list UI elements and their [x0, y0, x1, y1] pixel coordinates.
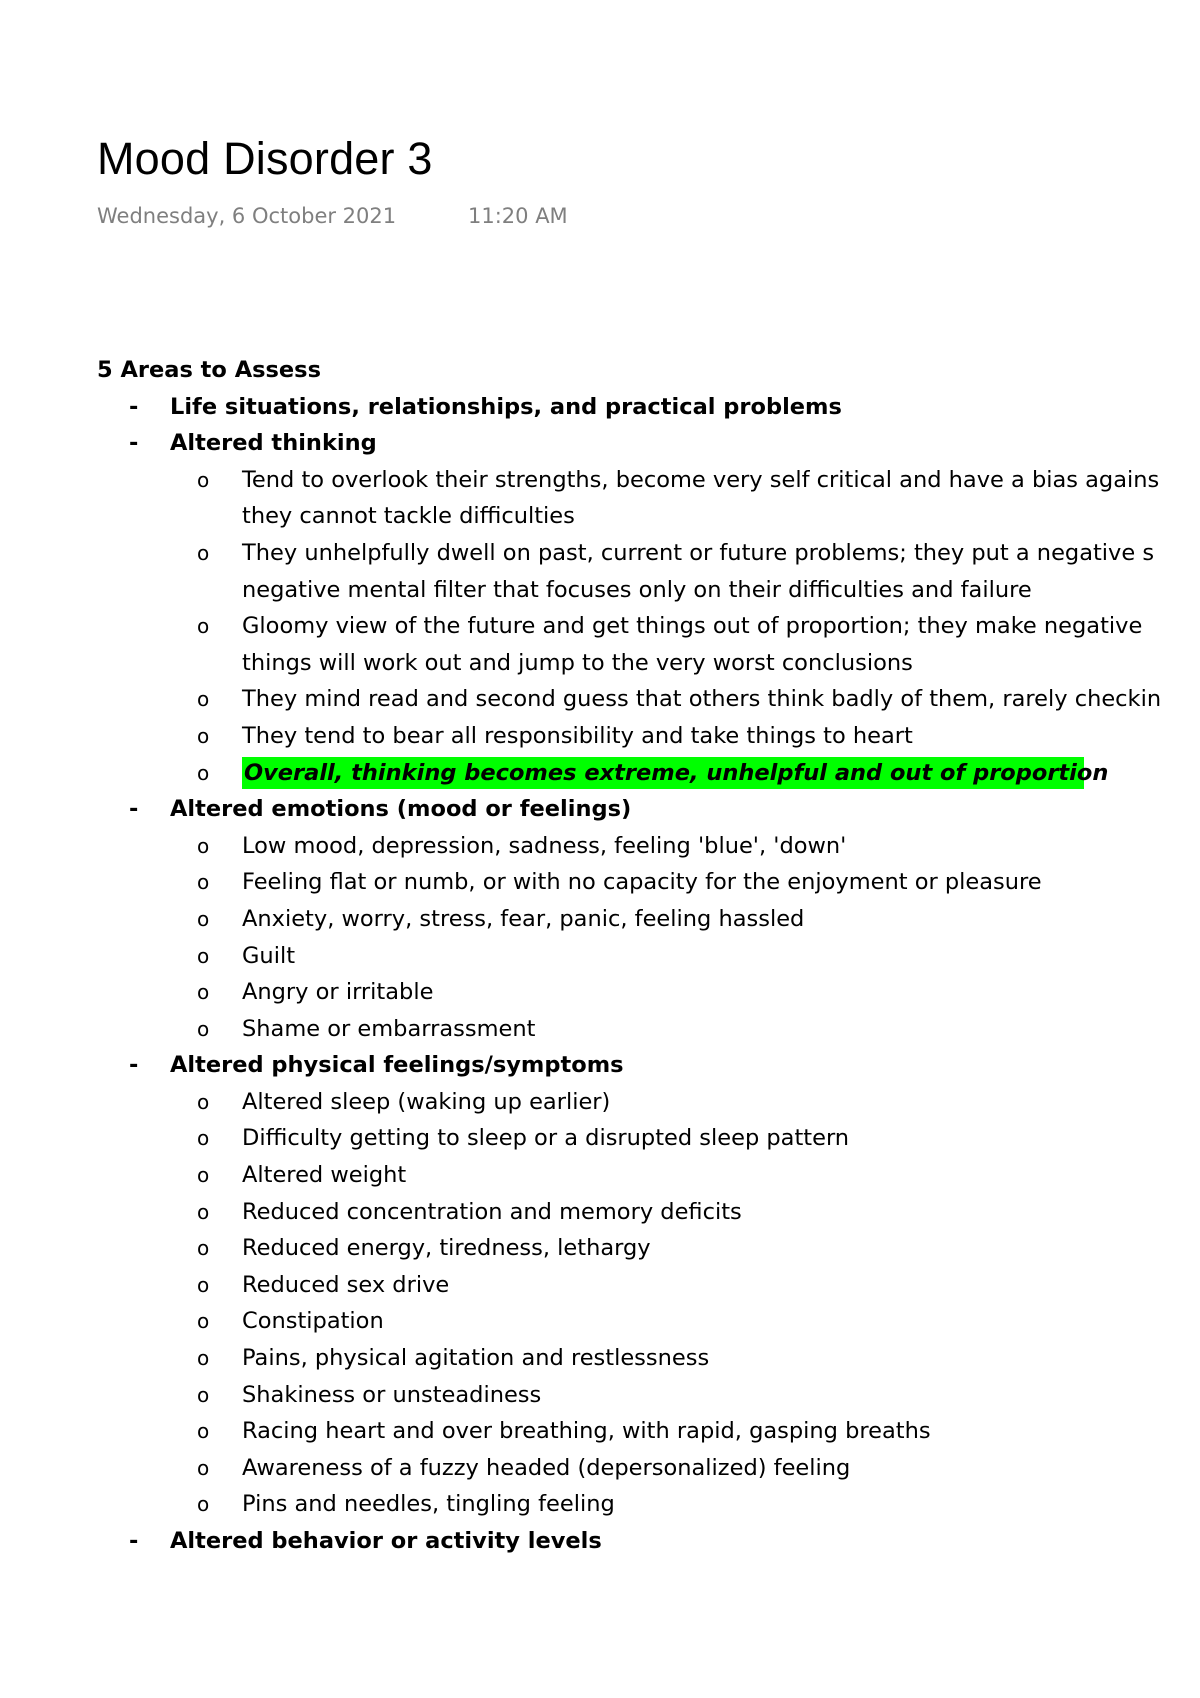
list-item-level2 — [97, 1340, 1200, 1377]
list-item-text: Reduced energy, tiredness, lethargy — [242, 1235, 651, 1262]
circle-bullet-icon: o — [197, 1163, 210, 1188]
list-item-text: Gloomy view of the future and get things out of proportion; they make negative — [242, 613, 1143, 640]
circle-bullet-icon: o — [197, 1419, 210, 1444]
list-item-level1 — [97, 425, 1200, 462]
list-item-text: Low mood, depression, sadness, feeling 'blue', 'down' — [242, 832, 847, 859]
list-item-level2 — [97, 1303, 1200, 1340]
circle-bullet-icon: o — [197, 906, 210, 931]
list-item-level2 — [97, 864, 1200, 901]
list-item-label: Altered physical feelings/symptoms — [170, 1052, 624, 1079]
circle-bullet-icon: o — [197, 1455, 210, 1480]
list-item-text: They unhelpfully dwell on past, current or future problems; they put a negative s — [242, 539, 1155, 566]
highlighted-text: Overall, thinking becomes extreme, unhelpful and out of proportion — [242, 757, 1084, 789]
list-item-text: Altered sleep (waking up earlier) — [242, 1088, 611, 1115]
circle-bullet-icon: o — [197, 760, 210, 785]
circle-bullet-icon: o — [197, 1309, 210, 1334]
list-item-text: Reduced sex drive — [242, 1271, 450, 1298]
list-item-level2 — [97, 1084, 1200, 1121]
list-item-level2 — [97, 718, 1200, 755]
list-item-level1 — [97, 389, 1200, 426]
list-item-level2 — [97, 535, 1200, 608]
list-item-level2 — [97, 974, 1200, 1011]
highlighted-list-item — [97, 755, 1200, 792]
circle-bullet-icon: o — [197, 1236, 210, 1261]
list-item-text: Constipation — [242, 1308, 384, 1335]
list-item-text: they cannot tackle difficulties — [242, 503, 575, 530]
list-item-level2 — [97, 462, 1200, 535]
list-item-level2 — [97, 1120, 1200, 1157]
list-item-text: Reduced concentration and memory deficits — [242, 1198, 742, 1225]
list-item-text: They mind read and second guess that others think badly of them, rarely checkin — [242, 686, 1162, 713]
list-item-text: Shame or embarrassment — [242, 1015, 536, 1042]
list-item-level2 — [97, 1413, 1200, 1450]
list-item-level2 — [97, 1486, 1200, 1523]
list-item-text: Pins and needles, tingling feeling — [242, 1491, 615, 1518]
list-item-level2 — [97, 1157, 1200, 1194]
list-item-text: Pains, physical agitation and restlessness — [242, 1345, 710, 1372]
section-heading: 5 Areas to Assess — [97, 357, 321, 383]
note-date: Wednesday, 6 October 2021 — [97, 204, 397, 228]
list-item-text: Difficulty getting to sleep or a disrupted sleep pattern — [242, 1125, 850, 1152]
list-item-level1 — [97, 1047, 1200, 1084]
circle-bullet-icon: o — [197, 687, 210, 712]
note-time: 11:20 AM — [468, 204, 568, 228]
circle-bullet-icon: o — [197, 723, 210, 748]
dash-bullet: - — [129, 1528, 139, 1554]
list-item-level2 — [97, 1194, 1200, 1231]
page-title: Mood Disorder 3 — [97, 133, 433, 184]
list-item-text: Angry or irritable — [242, 979, 434, 1006]
dash-bullet: - — [129, 393, 139, 420]
list-item-level1 — [97, 791, 1200, 828]
list-item-label: Altered behavior or activity levels — [170, 1528, 602, 1554]
list-item-level1 — [97, 1523, 1200, 1560]
list-item-level2 — [97, 938, 1200, 975]
list-item-text: Tend to overlook their strengths, become very self critical and have a bias agains — [242, 466, 1160, 493]
list-item-level2 — [97, 608, 1200, 681]
list-item-text: They tend to bear all responsibility and take things to heart — [242, 722, 913, 749]
circle-bullet-icon: o — [197, 833, 210, 858]
circle-bullet-icon: o — [197, 1346, 210, 1371]
list-item-label: Altered thinking — [170, 430, 377, 457]
circle-bullet-icon: o — [197, 467, 210, 492]
list-item-level2 — [97, 1267, 1200, 1304]
dash-bullet: - — [129, 430, 139, 457]
list-item-text: Awareness of a fuzzy headed (depersonalized) feeling — [242, 1454, 851, 1481]
list-item-text: Anxiety, worry, stress, fear, panic, feeling hassled — [242, 905, 805, 932]
list-item-level2 — [97, 1230, 1200, 1267]
dash-bullet: - — [129, 1052, 139, 1079]
list-item-text: things will work out and jump to the very worst conclusions — [242, 649, 913, 676]
circle-bullet-icon: o — [197, 1199, 210, 1224]
circle-bullet-icon: o — [197, 1272, 210, 1297]
circle-bullet-icon: o — [197, 1089, 210, 1114]
list-item-level2 — [97, 828, 1200, 865]
circle-bullet-icon: o — [197, 1382, 210, 1407]
list-item-text: Racing heart and over breathing, with rapid, gasping breaths — [242, 1418, 931, 1445]
circle-bullet-icon: o — [197, 980, 210, 1005]
list-item-level2 — [97, 901, 1200, 938]
list-item-text: Altered weight — [242, 1162, 407, 1189]
list-item-level2 — [97, 1011, 1200, 1048]
circle-bullet-icon: o — [197, 540, 210, 565]
list-item-text — [242, 755, 1200, 792]
circle-bullet-icon: o — [197, 1016, 210, 1041]
list-item-text: Feeling flat or numb, or with no capacity for the enjoyment or pleasure — [242, 869, 1042, 896]
list-item-label: Altered emotions (mood or feelings) — [170, 796, 632, 823]
list-item-level2 — [97, 1377, 1200, 1414]
note-body — [97, 352, 1200, 1560]
circle-bullet-icon: o — [197, 1126, 210, 1151]
list-item-text: Guilt — [242, 942, 296, 969]
list-item-level2 — [97, 681, 1200, 718]
dash-bullet: - — [129, 796, 139, 823]
circle-bullet-icon: o — [197, 870, 210, 895]
list-item-text: Shakiness or unsteadiness — [242, 1381, 542, 1408]
circle-bullet-icon: o — [197, 1492, 210, 1517]
list-item-text: negative mental filter that focuses only on their difficulties and failure — [242, 576, 1032, 603]
circle-bullet-icon: o — [197, 614, 210, 639]
list-item-label: Life situations, relationships, and practical problems — [170, 393, 842, 420]
list-item-level2 — [97, 1450, 1200, 1487]
circle-bullet-icon: o — [197, 943, 210, 968]
note-timestamp — [97, 204, 568, 228]
